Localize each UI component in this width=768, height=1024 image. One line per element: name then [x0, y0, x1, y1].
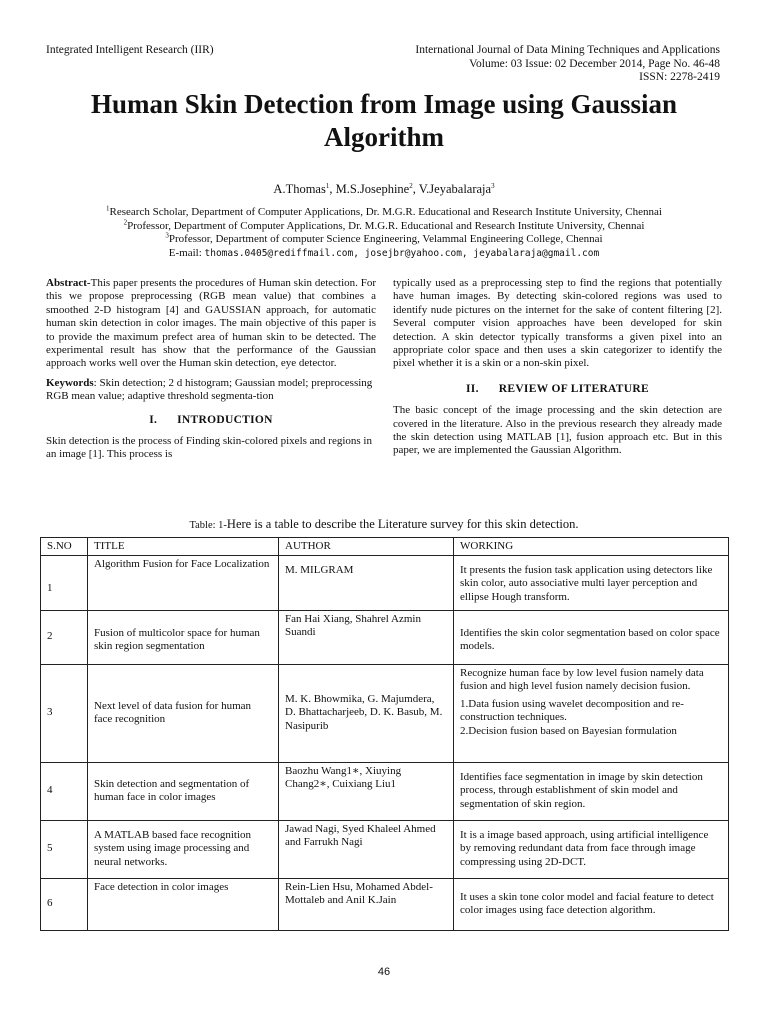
column-header-sno: S.NO	[41, 538, 88, 556]
cell-title: Next level of data fusion for human face recognition	[88, 665, 279, 763]
author-sup: 3	[491, 181, 495, 190]
table-caption-text: Here is a table to describe the Literature survey for this skin detection.	[226, 517, 579, 531]
table-caption-label: Table: 1-	[189, 520, 227, 531]
affiliations	[0, 206, 768, 260]
author-name: M.S.Josephine	[335, 182, 410, 196]
affiliation-text: Professor, Department of computer Science Engineering, Velammal Engineering College, Chennai	[168, 233, 603, 245]
email-label: E-mail:	[168, 246, 205, 259]
working-text: Recognize human face by low level fusion namely data fusion and high level fusion namely decision fusion.	[460, 667, 704, 693]
abstract	[46, 277, 376, 371]
affiliation-3	[0, 233, 768, 247]
affiliation-1	[0, 206, 768, 220]
cell-sno: 5	[41, 821, 88, 879]
affiliation-sup: 1	[106, 204, 110, 213]
table-row	[41, 611, 729, 665]
author-sup: 2	[409, 181, 413, 190]
affiliation-2	[0, 217, 768, 234]
section-title: REVIEW OF LITERATURE	[498, 382, 649, 395]
working-text: 2.Decision fusion based on Bayesian formulation	[460, 724, 677, 737]
paper-title-line2: Algorithm	[324, 122, 444, 152]
column-header-title: TITLE	[88, 538, 279, 556]
cell-title: A MATLAB based face recognition system using image processing and neural networks.	[88, 821, 279, 879]
cell-working	[454, 665, 729, 763]
abstract-label: Abstract-	[46, 277, 91, 289]
paper-title-line1: Human Skin Detection from Image using Gaussian	[90, 89, 678, 119]
cell-title: Face detection in color images	[88, 879, 279, 931]
header-volume: Volume: 03 Issue: 02 December 2014, Page No. 46-48	[469, 57, 720, 70]
cell-author: Baozhu Wang1∗, Xiuying Chang2∗, Cuixiang Liu1	[279, 763, 454, 821]
header-journal-left: Integrated Intelligent Research (IIR)	[46, 44, 214, 56]
literature-survey-table	[40, 537, 729, 931]
cell-title: Algorithm Fusion for Face Localization	[88, 556, 279, 611]
affiliation-text: Research Scholar, Department of Computer Applications, Dr. M.G.R. Educational and Research Institute University, Chennai	[109, 206, 662, 218]
table-caption	[0, 517, 768, 532]
affiliation-text: Professor, Department of Computer Applications, Dr. M.G.R. Educational and Research Institute University, Chennai	[127, 219, 645, 232]
keywords-label: Keywords	[46, 376, 94, 389]
cell-sno: 2	[41, 611, 88, 665]
header-journal-name: International Journal of Data Mining Techniques and Applications	[415, 44, 720, 56]
email-link[interactable]: josejbr@yahoo.com	[364, 247, 462, 259]
section-number: II.	[466, 382, 479, 395]
author-list: A.Thomas$^1$, M.S.Josephine$^2$, V.Jeyabalaraja$^3$	[273, 181, 495, 196]
cell-working: It presents the fusion task application using detectors like skin color, auto associative multi layer perception and ellipse Hough transform.	[454, 556, 729, 611]
cell-sno: 1	[41, 556, 88, 611]
email-line: E-mail: thomas.0405@rediffmail.com, josejbr@yahoo.com, jeyabalaraja@gmail.com	[168, 246, 600, 259]
cell-author: M. MILGRAM	[279, 556, 454, 611]
column-header-author: AUTHOR	[279, 538, 454, 556]
header-journal-right	[415, 44, 720, 85]
intro-paragraph: Skin detection is the process of Finding skin-colored pixels and regions in an image [1]. This process is	[46, 435, 372, 461]
section-title: INTRODUCTION	[177, 413, 273, 426]
abstract-text: This paper presents the procedures of Human skin detection. For this we propose preprocessing (RGB mean value) that combines a smoothed 2-D histogram [4] and GAUSSIAN approach, for automatic human skin detection in color images. The main objective of this paper is to provide the maximum prefect area of human skin to be detected. The experimental result has show that the performance of the Gaussian approach works well over the Human skin detection, eye detector.	[46, 277, 376, 370]
affiliation-sup: 3	[165, 231, 169, 240]
cell-author: Jawad Nagi, Syed Khaleel Ahmed and Farrukh Nagi	[279, 821, 454, 879]
keywords-text: : Skin detection; 2 d histogram; Gaussian model; preprocessing RGB mean value; adaptive threshold segmenta-tion	[46, 376, 373, 403]
section-heading-review	[393, 383, 722, 396]
email-link[interactable]: jeyabalaraja@gmail.com	[473, 247, 600, 259]
author-name: V.Jeyabalaraja	[418, 182, 492, 196]
section-heading-introduction	[46, 414, 376, 427]
table-row	[41, 821, 729, 879]
cell-author: Rein-Lien Hsu, Mohamed Abdel-Mottaleb and Anil K.Jain	[279, 879, 454, 931]
paper-title	[30, 88, 738, 154]
affiliation-sup: 2	[123, 217, 128, 226]
table-row	[41, 763, 729, 821]
table-row	[41, 556, 729, 611]
left-column	[46, 277, 376, 468]
table-row	[41, 879, 729, 931]
cell-title: Fusion of multicolor space for human skin region segmentation	[88, 611, 279, 665]
cell-sno: 3	[41, 665, 88, 763]
section-number: I.	[149, 413, 158, 426]
cell-working: It uses a skin tone color model and facial feature to detect color images using face detection algorithm.	[454, 879, 729, 931]
email-link[interactable]: thomas.0405@rediffmail.com	[204, 247, 354, 259]
cell-title: Skin detection and segmentation of human face in color images	[88, 763, 279, 821]
review-paragraph: The basic concept of the image processing and the skin detection are covered in the literature. Also in the previous research they already made the skin detection using MATLAB [1], fusion approach etc. But in this paper, we are implemented the Gaussian Algorithm.	[393, 404, 722, 457]
cell-working: It is a image based approach, using artificial intelligence by removing redundant data from face through image compressing using 2D-DCT.	[454, 821, 729, 879]
cell-author: M. K. Bhowmika, G. Majumdera, D. Bhattacharjeeb, D. K. Basub, M. Nasipurib	[279, 665, 454, 763]
cell-sno: 4	[41, 763, 88, 821]
table-row	[41, 665, 729, 763]
keywords	[46, 377, 376, 404]
working-text: 1.Data fusion using wavelet decomposition and re-construction techniques.	[460, 697, 684, 724]
page-number: 46	[377, 966, 391, 978]
right-column	[393, 277, 722, 464]
cell-working: Identifies face segmentation in image by skin detection process, through establishment of skin model and segmentation of skin region.	[454, 763, 729, 821]
cell-author: Fan Hai Xiang, Shahrel Azmin Suandi	[279, 611, 454, 665]
cell-working: Identifies the skin color segmentation based on color space models.	[454, 611, 729, 665]
author-sup: 1	[325, 181, 330, 190]
author-name: A.Thomas	[273, 182, 326, 196]
table-header-row	[41, 538, 729, 556]
column-header-working: WORKING	[454, 538, 729, 556]
cell-sno: 6	[41, 879, 88, 931]
header-issn: ISSN: 2278-2419	[639, 71, 720, 83]
intro-paragraph-continued: typically used as a preprocessing step to find the regions that potentially have human images. By detecting skin-colored regions was used to identify nude pictures on the internet for the sake of content filtering [2]. Several computer vision approaches have been developed for skin detection. A skin detector typically transforms a given pixel into an appropriate color space and then uses a skin categorizer to identify the pixel whether it is a skin or a non-skin pixel.	[393, 277, 722, 370]
